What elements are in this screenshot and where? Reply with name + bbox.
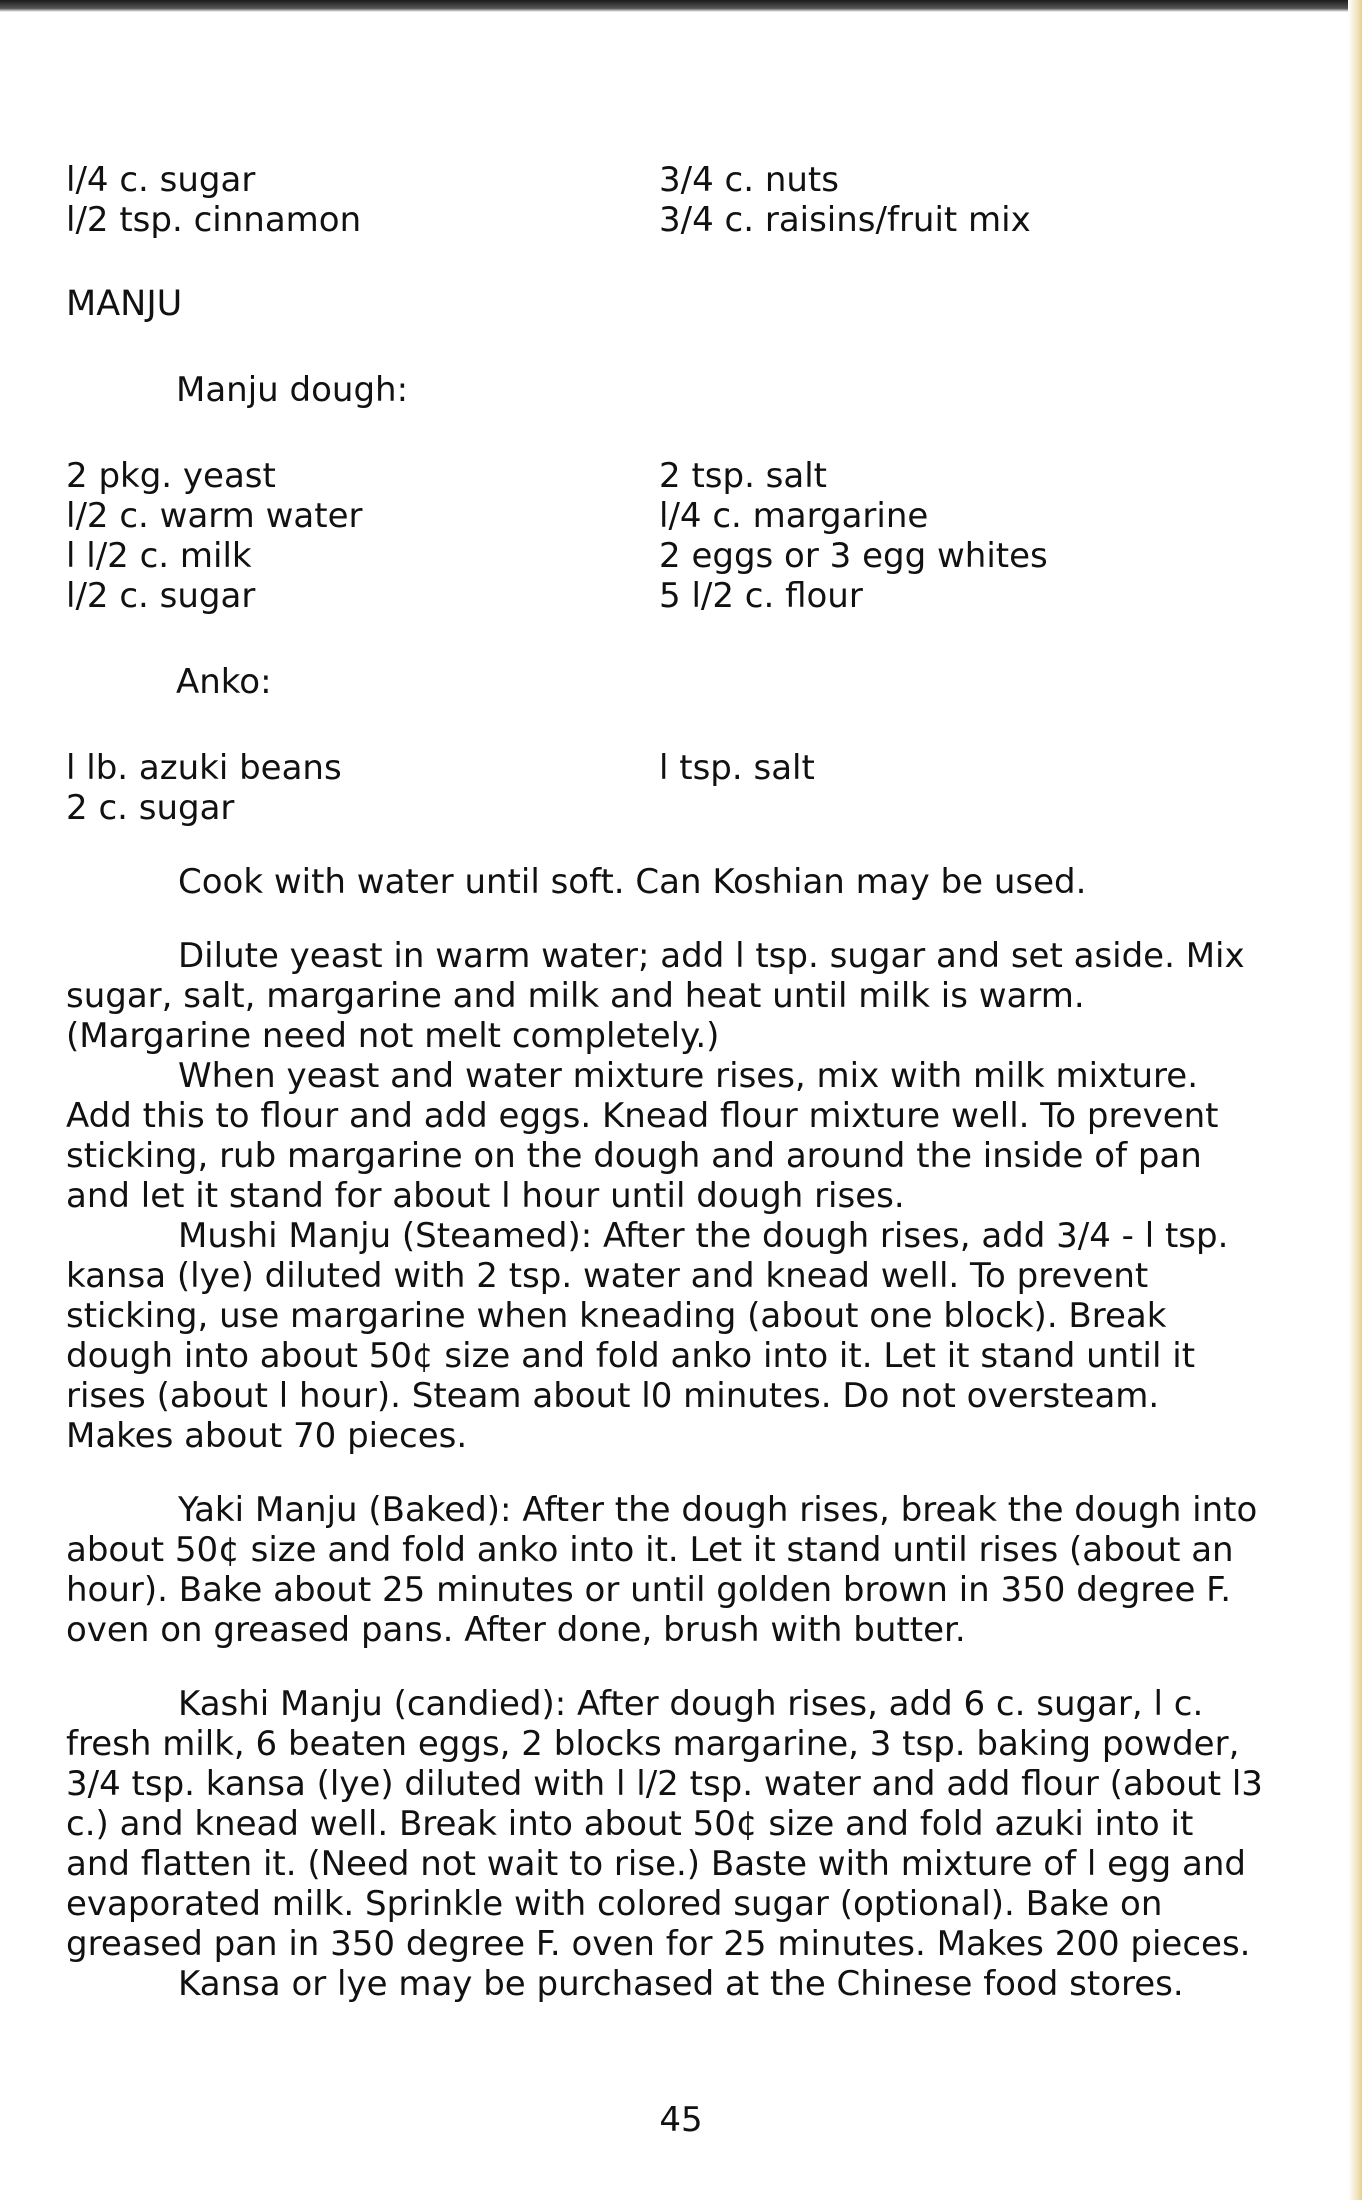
anko-ingredients-left — [66, 748, 659, 828]
section-title: MANJU — [66, 284, 183, 324]
anko-note: Cook with water until soft. Can Koshian may be used. — [178, 862, 1087, 902]
kashi-manju-paragraph: Kashi Manju (candied): After dough rises, add 6 c. sugar, l c. fresh milk, 6 beaten eggs, 2 blocks margarine, 3 tsp. baking powder, 3/4 tsp. kansa (lye) diluted with l l/2 tsp. water and add flour (about l3 c.) and knead well. Break into about 50¢ size and fold azuki into it and flatten it. (Need not wait to rise.) Baste with mixture of l egg and evaporated milk. Sprinkle with colored sugar (optional). Bake on greased pan in 350 degree F. oven for 25 minutes. Makes 200 pieces. — [66, 1684, 1263, 1964]
ingredient-line: 2 c. sugar — [66, 788, 235, 828]
ingredient-line: l/4 c. margarine — [659, 496, 929, 536]
ingredient-line: l lb. azuki beans — [66, 748, 342, 788]
instructions-paragraph: When yeast and water mixture rises, mix with milk mixture. Add this to flour and add eggs. Knead flour mixture well. To prevent sticking, rub margarine on the dough and around the inside of pan and let it stand for about l hour until dough rises. — [66, 1056, 1219, 1216]
kansa-note: Kansa or lye may be purchased at the Chinese food stores. — [178, 1964, 1184, 2004]
dough-heading: Manju dough: — [176, 370, 409, 410]
dough-ingredients — [66, 456, 1266, 616]
page-edge — [1348, 0, 1362, 2200]
ingredient-line: 5 l/2 c. flour — [659, 576, 863, 616]
ingredient-line: 2 pkg. yeast — [66, 456, 276, 496]
anko-heading: Anko: — [176, 662, 272, 702]
ingredient-line: 2 eggs or 3 egg whites — [659, 536, 1048, 576]
top-ingredients-left — [66, 160, 659, 240]
instructions-paragraph: Dilute yeast in warm water; add l tsp. sugar and set aside. Mix sugar, salt, margarine and milk and heat until milk is warm. (Margarine need not melt completely.) — [66, 936, 1245, 1056]
ingredient-line: l/2 tsp. cinnamon — [66, 200, 362, 240]
ingredient-line: l tsp. salt — [659, 748, 815, 788]
dough-ingredients-left — [66, 456, 659, 616]
ingredient-line: 3/4 c. raisins/fruit mix — [659, 200, 1031, 240]
ingredient-line: 3/4 c. nuts — [659, 160, 839, 200]
anko-ingredients — [66, 748, 1266, 828]
mushi-manju-paragraph: Mushi Manju (Steamed): After the dough rises, add 3/4 - l tsp. kansa (lye) diluted with 2 tsp. water and knead well. To prevent sticking, use margarine when kneading (about one block). Break dough into about 50¢ size and fold anko into it. Let it stand until it rises (about l hour). Steam about l0 minutes. Do not oversteam. Makes about 70 pieces. — [66, 1216, 1229, 1456]
recipe-page — [66, 160, 1266, 2004]
top-ingredients-right — [659, 160, 1266, 240]
ingredient-line: l/2 c. sugar — [66, 576, 256, 616]
top-ingredients — [66, 160, 1266, 240]
ingredient-line: l/4 c. sugar — [66, 160, 256, 200]
ingredient-line: l l/2 c. milk — [66, 536, 252, 576]
page-top-shadow — [0, 0, 1362, 12]
ingredient-line: l/2 c. warm water — [66, 496, 363, 536]
dough-ingredients-right — [659, 456, 1266, 616]
ingredient-line: 2 tsp. salt — [659, 456, 828, 496]
yaki-manju-paragraph: Yaki Manju (Baked): After the dough rises, break the dough into about 50¢ size and fold anko into it. Let it stand until rises (about an hour). Bake about 25 minutes or until golden brown in 350 degree F. oven on greased pans. After done, brush with butter. — [66, 1490, 1258, 1650]
page-number: 45 — [659, 2100, 703, 2140]
anko-ingredients-right — [659, 748, 1266, 828]
